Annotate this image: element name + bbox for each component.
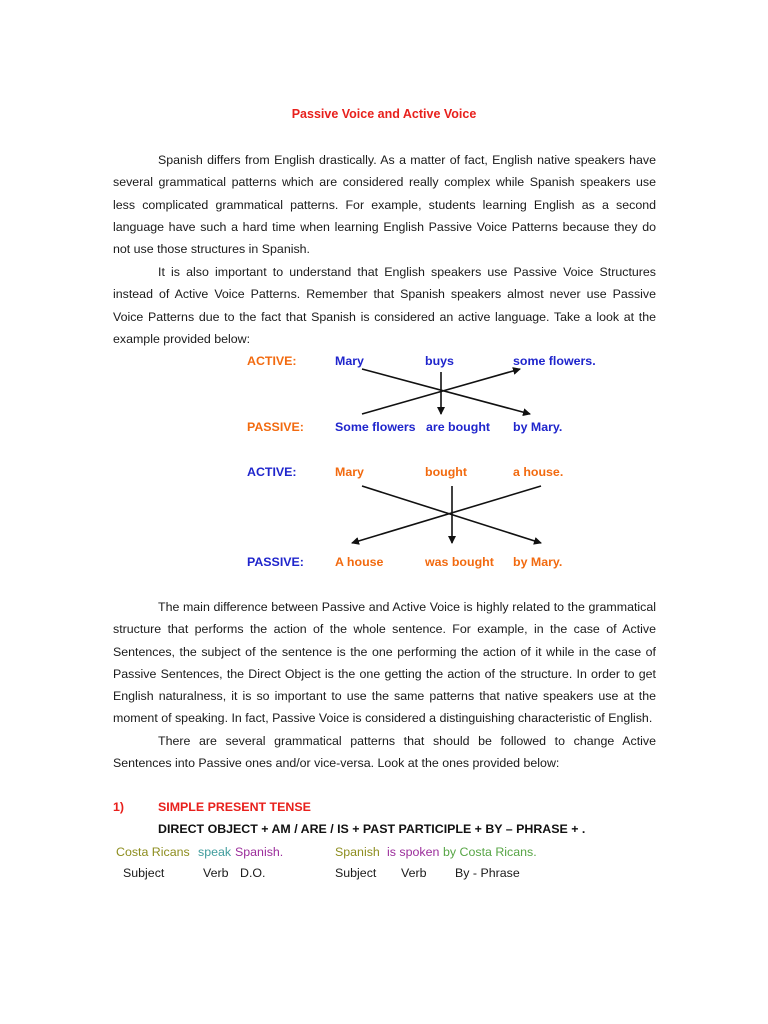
example1-active-subject: Mary xyxy=(335,354,364,368)
section1-active-role-subject: Subject xyxy=(123,866,165,880)
example2-active-object: a house. xyxy=(513,465,564,479)
section1-active-subject: Costa Ricans xyxy=(116,845,190,859)
example2-active-label: ACTIVE: xyxy=(247,465,297,479)
example2-passive-verb: was bought xyxy=(425,555,494,569)
section1-passive-role-subject: Subject xyxy=(335,866,377,880)
section1-passive-role-verb: Verb xyxy=(401,866,427,880)
example1-passive-label: PASSIVE: xyxy=(247,420,304,434)
paragraph-2-text: It is also important to understand that English speakers use Passive Voice Structures instead of Active Voice Patterns. Remember that Spanish speakers almost never use Passive Voice Patterns due to the fact that Spanish is considered an active language. Take a look at the example provided below: xyxy=(113,265,656,346)
example1-passive-agent: by Mary. xyxy=(513,420,563,434)
section1-heading: SIMPLE PRESENT TENSE xyxy=(158,800,311,814)
example2-arrows xyxy=(352,486,541,543)
example2-passive-agent: by Mary. xyxy=(513,555,563,569)
example2-arrow-subject-to-agent xyxy=(362,486,541,543)
section1-formula: DIRECT OBJECT + AM / ARE / IS + PAST PARTICIPLE + BY – PHRASE + . xyxy=(158,822,586,836)
section1-active-verb: speak xyxy=(198,845,232,859)
example2-passive-label: PASSIVE: xyxy=(247,555,304,569)
section1-active-role-object: D.O. xyxy=(240,866,266,880)
example2-arrow-object-to-subject xyxy=(352,486,541,543)
paragraph-3 xyxy=(113,596,656,730)
example1-arrow-object-to-subject xyxy=(362,369,520,414)
document-title: Passive Voice and Active Voice xyxy=(291,107,477,121)
example1-arrow-subject-to-agent xyxy=(362,369,530,414)
example1-active-object: some flowers. xyxy=(513,354,596,368)
example1-passive-subject: Some flowers xyxy=(335,420,416,434)
example2-active-subject: Mary xyxy=(335,465,364,479)
section1-active-object: Spanish. xyxy=(235,845,284,859)
example1-active-label: ACTIVE: xyxy=(247,354,297,368)
section1-number: 1) xyxy=(113,800,125,814)
example2-active-verb: bought xyxy=(425,465,467,479)
paragraph-2 xyxy=(113,261,656,350)
paragraph-4 xyxy=(113,730,656,775)
section1-passive-agent: by Costa Ricans. xyxy=(443,845,537,859)
section1-passive-role-agent: By - Phrase xyxy=(455,866,520,880)
example2-passive-subject: A house xyxy=(335,555,384,569)
paragraph-3-text: The main difference between Passive and Active Voice is highly related to the grammatical structure that performs the action of the whole sentence. For example, in the case of Active Sentences, the subject of the sentence is the one performing the action of it while in the case of Passive Sentences, the Direct Object is the one getting the action of the structure. In order to get English naturalness, it is so important to use the same patterns that native speakers use at the moment of speaking. In fact, Passive Voice is considered a distinguishing characteristic of English. xyxy=(113,600,656,726)
section1-active-role-verb: Verb xyxy=(203,866,229,880)
paragraph-1-text: Spanish differs from English drastically. As a matter of fact, English native speakers have several grammatical patterns which are considered really complex while Spanish speakers use less complicated grammatical patterns. For example, students learning English as a second language have such a hard time when learning English Passive Voice Patterns because they do not use those structures in Spanish. xyxy=(113,153,656,257)
example1-active-verb: buys xyxy=(425,354,454,368)
example1-arrows xyxy=(362,369,530,414)
paragraph-1 xyxy=(113,149,656,260)
paragraph-4-text: There are several grammatical patterns that should be followed to change Active Sentences into Passive ones and/or vice-versa. Look at the ones provided below: xyxy=(113,734,656,771)
section1-passive-verb: is spoken xyxy=(387,845,440,859)
example1-passive-verb: are bought xyxy=(426,420,491,434)
section1-passive-subject: Spanish xyxy=(335,845,380,859)
